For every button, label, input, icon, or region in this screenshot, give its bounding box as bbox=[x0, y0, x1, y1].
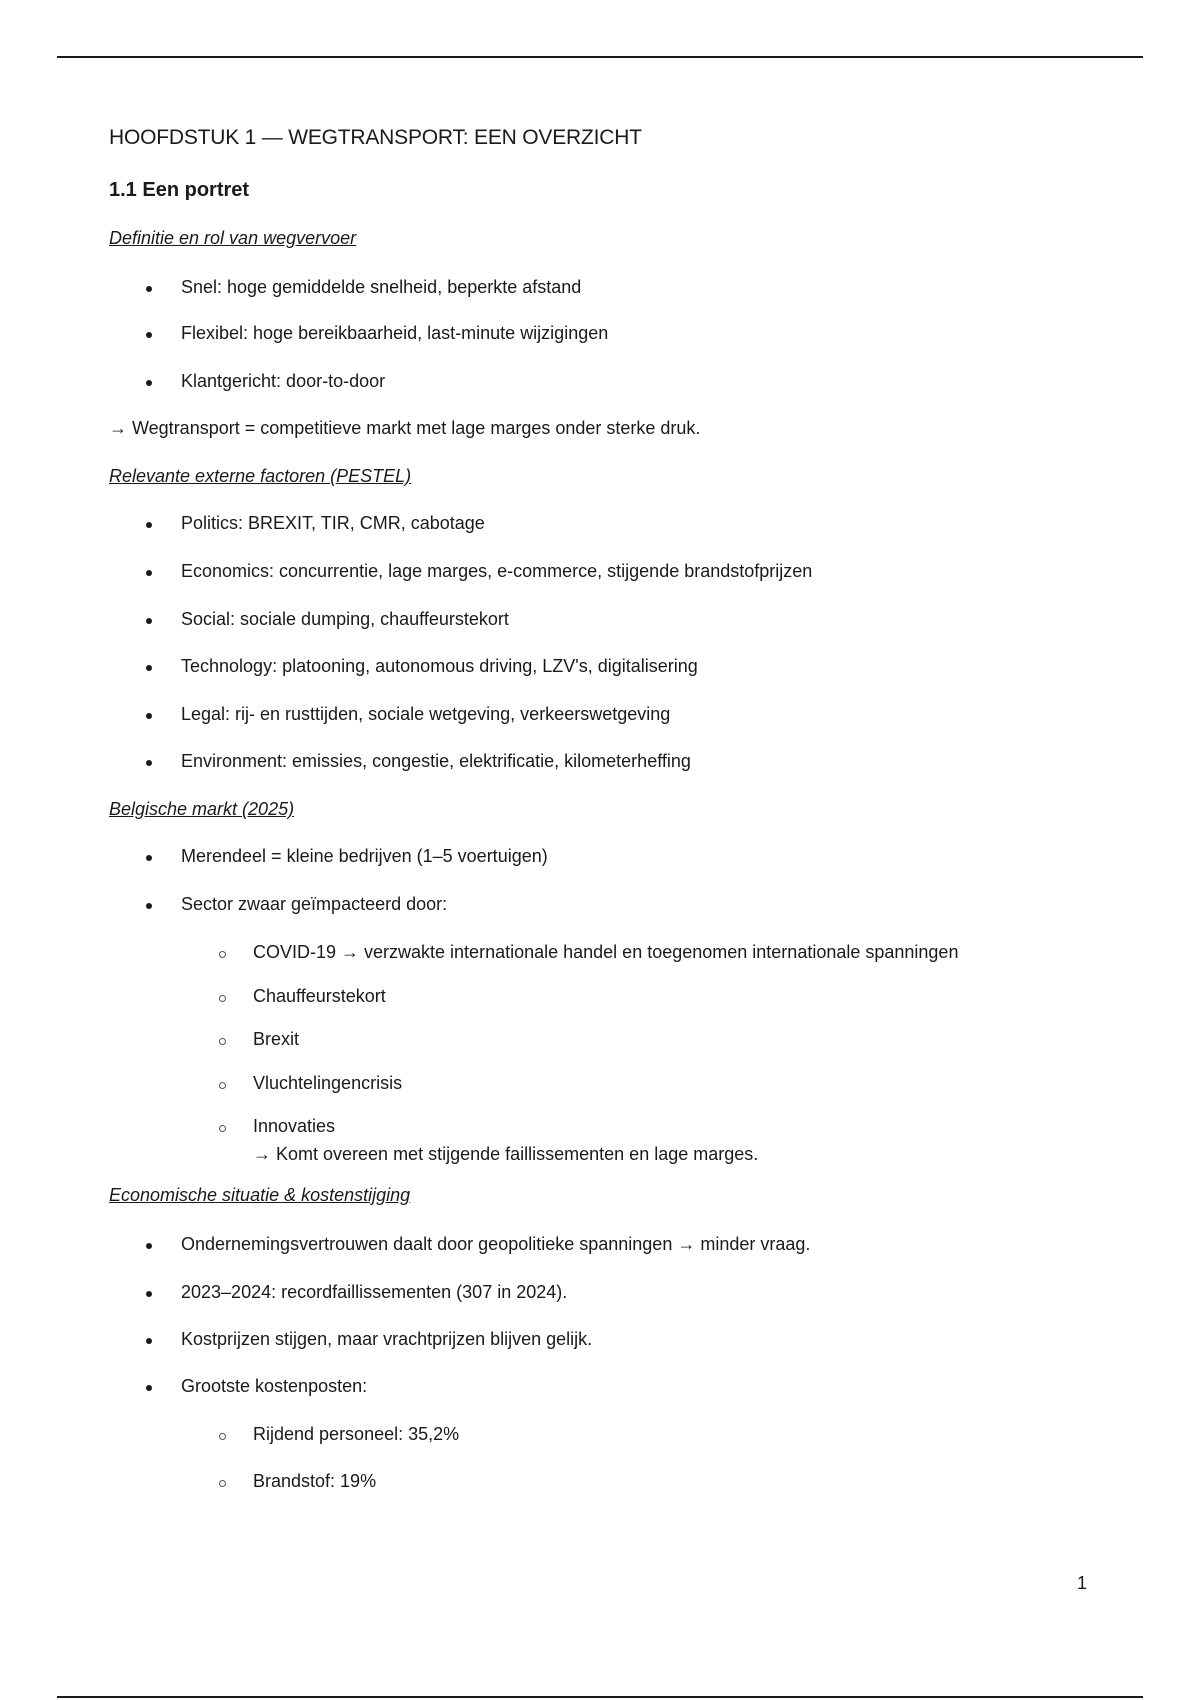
bullet-icon bbox=[146, 286, 152, 292]
subheading-belgische-markt: Belgische markt (2025) bbox=[109, 799, 295, 819]
circle-bullet-icon bbox=[219, 1082, 226, 1089]
bullet-icon bbox=[146, 1338, 152, 1344]
list-item-text: Social: sociale dumping, chauffeurstekort bbox=[181, 609, 509, 629]
circle-bullet-icon bbox=[219, 1480, 226, 1487]
sub-list-item-text: Brexit bbox=[253, 1029, 300, 1049]
bullet-icon bbox=[146, 665, 152, 671]
list-item-text: 2023–2024: recordfaillissementen (307 in 2024). bbox=[181, 1282, 568, 1302]
bullet-icon bbox=[146, 855, 152, 861]
bullet-icon bbox=[146, 1291, 152, 1297]
list-item-text: Environment: emissies, congestie, elektrificatie, kilometerheffing bbox=[181, 751, 691, 771]
chapter-title: HOOFDSTUK 1 — WEGTRANSPORT: EEN OVERZICHT bbox=[109, 126, 642, 149]
sub-list-item-text: Chauffeurstekort bbox=[253, 986, 386, 1006]
circle-bullet-icon bbox=[219, 1433, 226, 1440]
subheading-definitie: Definitie en rol van wegvervoer bbox=[109, 228, 357, 248]
list-item-text: Grootste kostenposten: bbox=[181, 1376, 368, 1396]
sub-list-item-text: COVID-19 → verzwakte internationale handel en toegenomen internationale spanningen bbox=[253, 942, 959, 962]
circle-bullet-icon bbox=[219, 995, 226, 1002]
list-item-text: Klantgericht: door-to-door bbox=[181, 371, 386, 391]
bullet-icon bbox=[146, 1385, 152, 1391]
bullet-icon bbox=[146, 618, 152, 624]
circle-bullet-icon bbox=[219, 1038, 226, 1045]
sub-list-item-text: Brandstof: 19% bbox=[253, 1471, 377, 1491]
bullet-icon bbox=[146, 903, 152, 909]
subheading-economische-situatie: Economische situatie & kostenstijging bbox=[109, 1185, 411, 1205]
bullet-icon bbox=[146, 760, 152, 766]
list-item-text: Economics: concurrentie, lage marges, e-commerce, stijgende brandstofprijzen bbox=[181, 561, 813, 581]
list-item-text: Technology: platooning, autonomous driving, LZV's, digitalisering bbox=[181, 656, 698, 676]
section-title: 1.1 Een portret bbox=[109, 179, 250, 201]
list-item-text: Snel: hoge gemiddelde snelheid, beperkte afstand bbox=[181, 277, 582, 297]
sub-list-item-text: Rijdend personeel: 35,2% bbox=[253, 1424, 460, 1444]
footer-rule bbox=[57, 1696, 1143, 1698]
bullet-icon bbox=[146, 332, 152, 338]
header-rule bbox=[57, 56, 1143, 58]
conclusion-wegtransport: → Wegtransport = competitieve markt met lage marges onder sterke druk. bbox=[109, 418, 701, 438]
bullet-icon bbox=[146, 380, 152, 386]
list-item-text: Sector zwaar geïmpacteerd door: bbox=[181, 894, 448, 914]
circle-bullet-icon bbox=[219, 951, 226, 958]
list-item-text: Politics: BREXIT, TIR, CMR, cabotage bbox=[181, 513, 485, 533]
sub-list-item-text: Vluchtelingencrisis bbox=[253, 1073, 403, 1093]
subheading-pestel: Relevante externe factoren (PESTEL) bbox=[109, 466, 412, 486]
bullet-icon bbox=[146, 522, 152, 528]
conclusion-belgische-markt: → Komt overeen met stijgende faillissementen en lage marges. bbox=[253, 1144, 759, 1164]
circle-bullet-icon bbox=[219, 1125, 226, 1132]
list-item-text: Flexibel: hoge bereikbaarheid, last-minute wijzigingen bbox=[181, 323, 609, 343]
list-item-text: Kostprijzen stijgen, maar vrachtprijzen blijven gelijk. bbox=[181, 1329, 593, 1349]
list-item-text: Ondernemingsvertrouwen daalt door geopolitieke spanningen → minder vraag. bbox=[181, 1234, 811, 1254]
list-item-text: Merendeel = kleine bedrijven (1–5 voertuigen) bbox=[181, 846, 548, 866]
bullet-icon bbox=[146, 713, 152, 719]
bullet-icon bbox=[146, 570, 152, 576]
list-item-text: Legal: rij- en rusttijden, sociale wetgeving, verkeerswetgeving bbox=[181, 704, 671, 724]
page-number: 1 bbox=[1077, 1573, 1088, 1593]
sub-list-item-text: Innovaties bbox=[253, 1116, 336, 1136]
bullet-icon bbox=[146, 1243, 152, 1249]
